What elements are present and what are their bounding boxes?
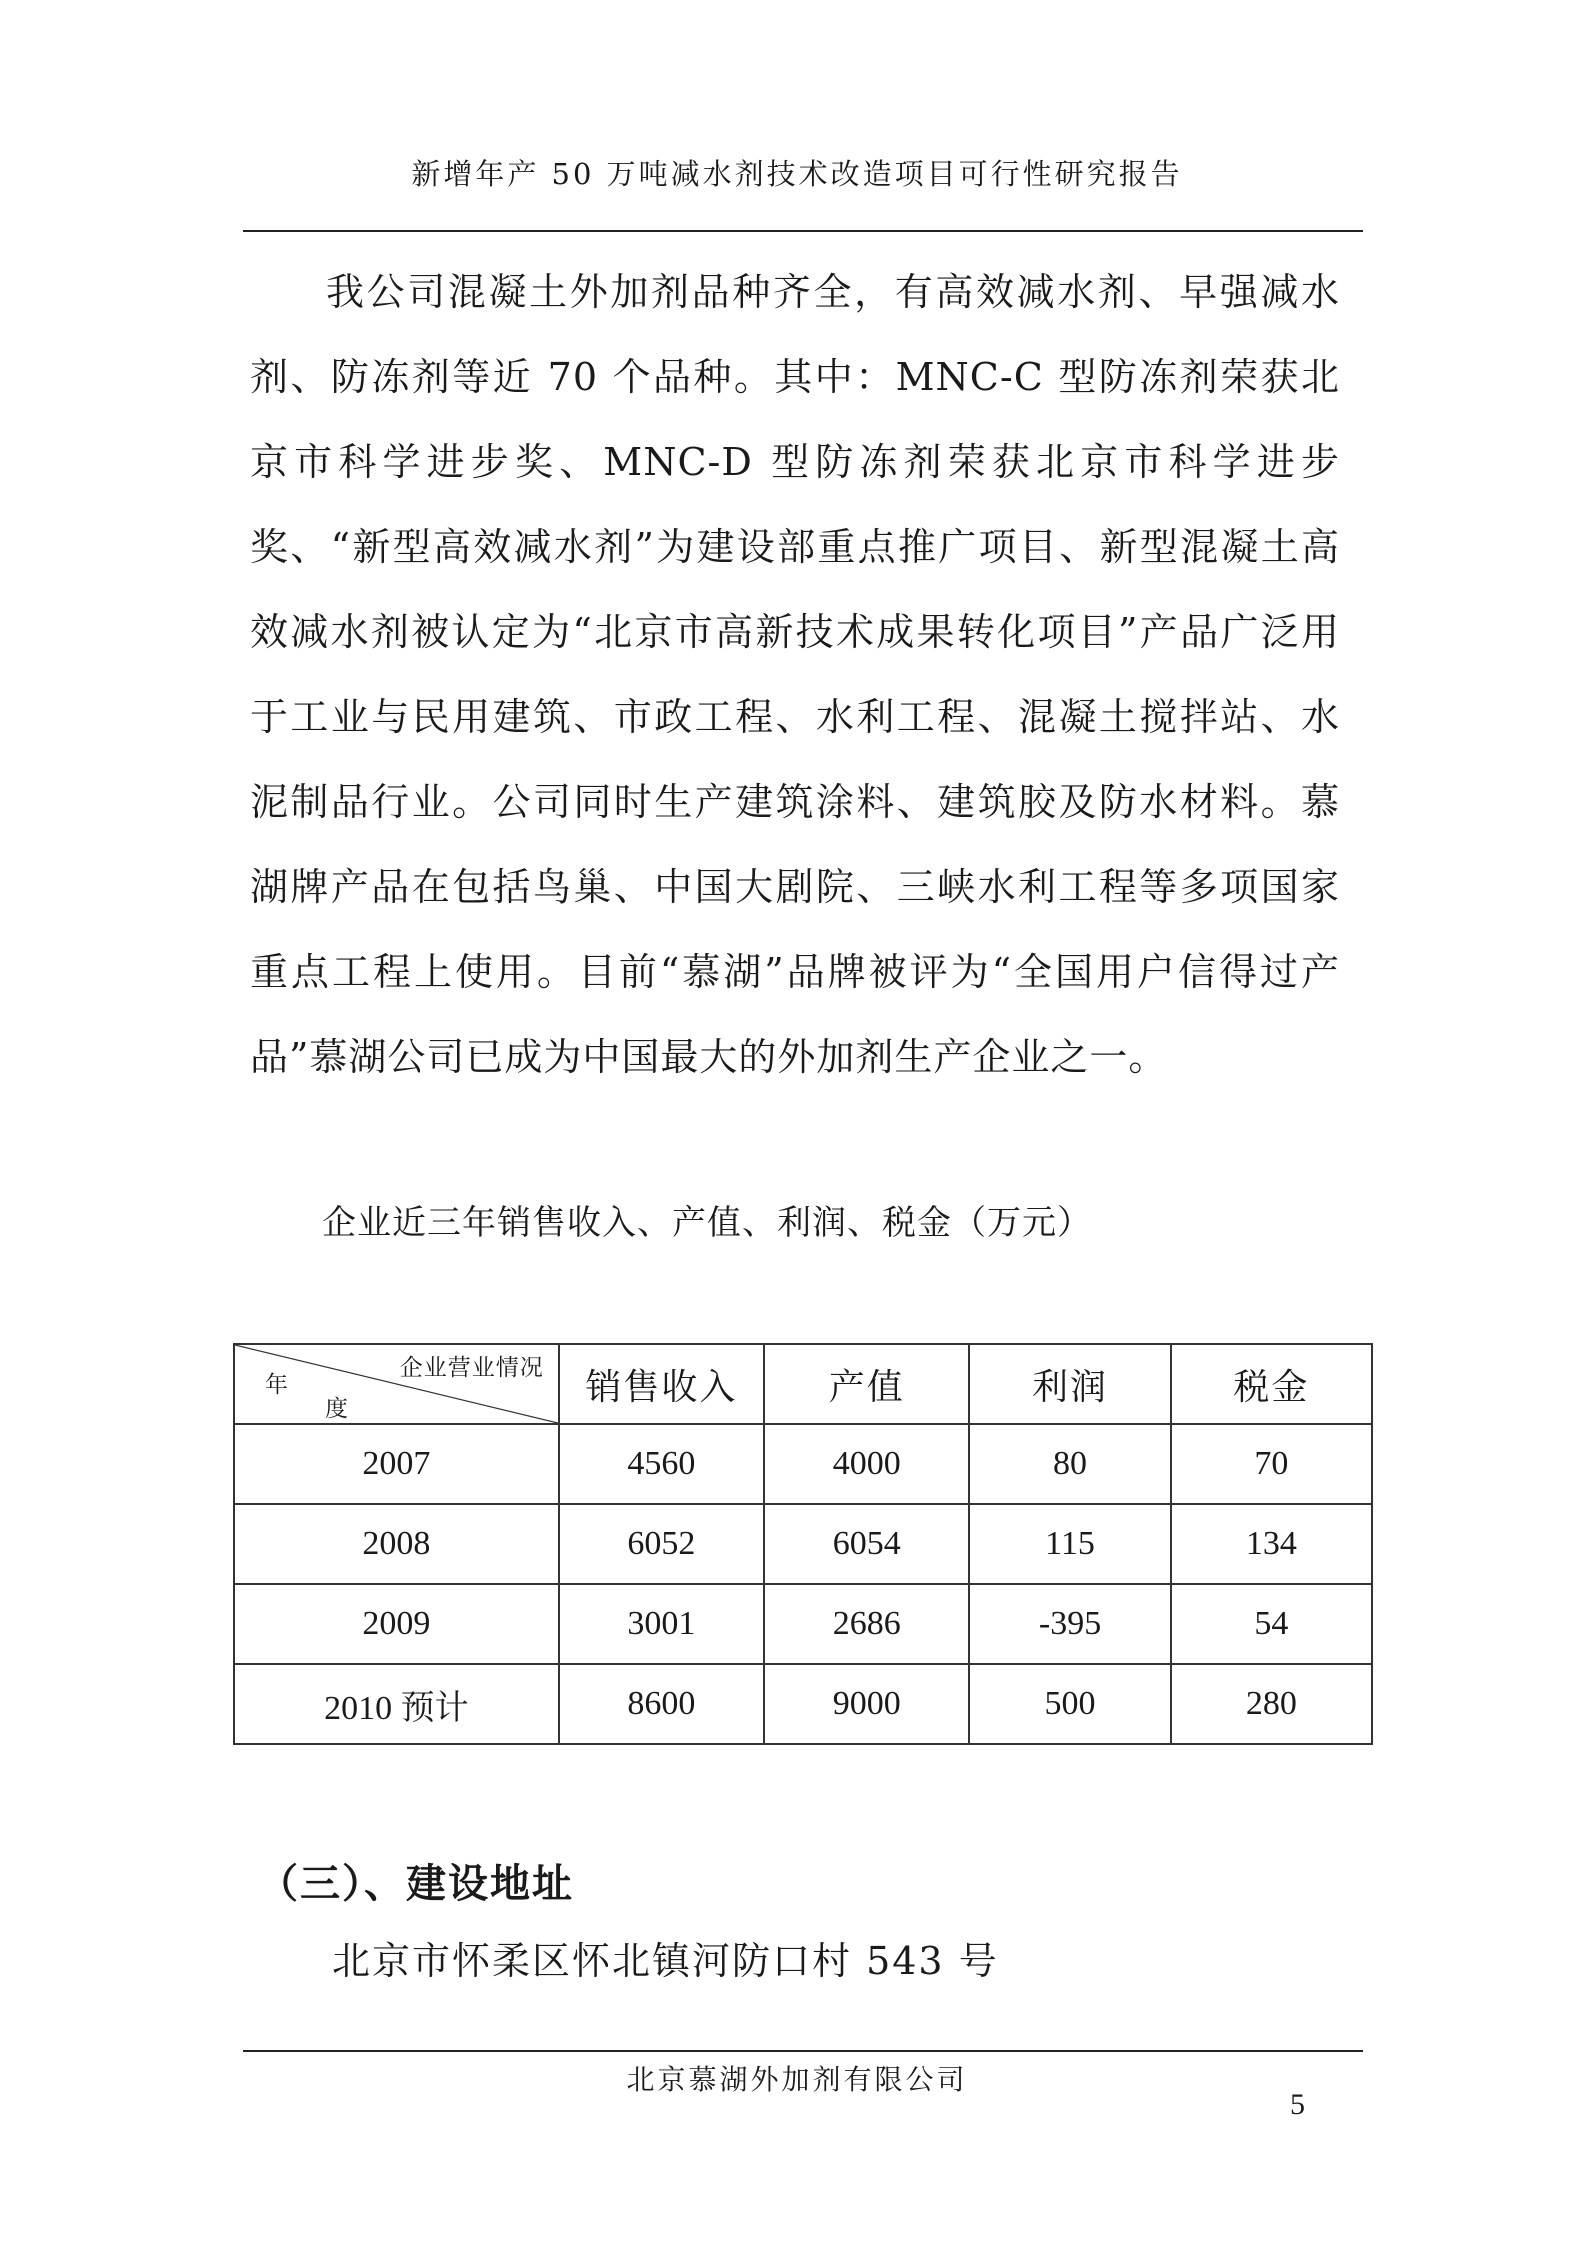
table-cell: -395 bbox=[969, 1584, 1170, 1664]
table-caption: 企业近三年销售收入、产值、利润、税金（万元） bbox=[322, 1203, 1092, 1243]
address-text: 北京市怀柔区怀北镇河防口村 543 号 bbox=[332, 1939, 999, 1983]
corner-bottom-label-2: 度 bbox=[325, 1396, 350, 1422]
table-row bbox=[234, 1584, 1372, 1664]
body-paragraph: 我公司混凝土外加剂品种齐全，有高效减水剂、早强减水剂、防冻剂等近 70 个品种。其中：MNC-C 型防冻剂荣获北京市科学进步奖、MNC-D 型防冻剂荣获北京市科学进步奖、“新型高效减水剂”为建设部重点推广项目、新型混凝土高效减水剂被认定为“北京市高新技术成果转化项目”产品广泛用于工业与民用建筑、市政工程、水利工程、混凝土搅拌站、水泥制品行业。公司同时生产建筑涂料、建筑胶及防水材料。慕湖牌产品在包括鸟巢、中国大剧院、三峡水利工程等多项国家重点工程上使用。目前“慕湖”品牌被评为“全国用户信得过产品”慕湖公司已成为中国最大的外加剂生产企业之一。 bbox=[250, 270, 1340, 1079]
table-cell: 70 bbox=[1171, 1424, 1372, 1504]
table-row bbox=[234, 1424, 1372, 1504]
table-header-row bbox=[234, 1344, 1372, 1424]
table-cell: 6054 bbox=[764, 1504, 969, 1584]
table-cell-year: 2009 bbox=[234, 1584, 559, 1664]
table-row bbox=[234, 1664, 1372, 1744]
table-cell: 6052 bbox=[559, 1504, 764, 1584]
table-cell-year: 2008 bbox=[234, 1504, 559, 1584]
page-header: 新增年产 50 万吨减水剂技术改造项目可行性研究报告 bbox=[411, 157, 1183, 191]
footer-company: 北京慕湖外加剂有限公司 bbox=[626, 2063, 968, 2096]
table-cell: 2686 bbox=[764, 1584, 969, 1664]
revenue-table bbox=[233, 1343, 1373, 1745]
table-cell: 4560 bbox=[559, 1424, 764, 1504]
table-cell: 134 bbox=[1171, 1504, 1372, 1584]
header-divider bbox=[243, 230, 1363, 232]
page-number: 5 bbox=[1290, 2088, 1305, 2121]
column-header-output: 产值 bbox=[764, 1344, 969, 1424]
table-cell: 3001 bbox=[559, 1584, 764, 1664]
table-cell-year: 2007 bbox=[234, 1424, 559, 1504]
table-cell: 54 bbox=[1171, 1584, 1372, 1664]
corner-bottom-label-1: 年 bbox=[265, 1372, 290, 1398]
table-cell: 500 bbox=[969, 1664, 1170, 1744]
table-cell-year: 2010 预计 bbox=[234, 1664, 559, 1744]
footer-divider bbox=[243, 2050, 1363, 2052]
table-corner-cell bbox=[234, 1344, 559, 1424]
table-cell: 4000 bbox=[764, 1424, 969, 1504]
table-cell: 80 bbox=[969, 1424, 1170, 1504]
column-header-sales: 销售收入 bbox=[559, 1344, 764, 1424]
table-cell: 115 bbox=[969, 1504, 1170, 1584]
table-cell: 8600 bbox=[559, 1664, 764, 1744]
table-cell: 9000 bbox=[764, 1664, 969, 1744]
table-row bbox=[234, 1504, 1372, 1584]
section-title: （三）、建设地址 bbox=[258, 1861, 574, 1907]
corner-top-label: 企业营业情况 bbox=[399, 1355, 544, 1381]
column-header-profit: 利润 bbox=[969, 1344, 1170, 1424]
table-cell: 280 bbox=[1171, 1664, 1372, 1744]
column-header-tax: 税金 bbox=[1171, 1344, 1372, 1424]
